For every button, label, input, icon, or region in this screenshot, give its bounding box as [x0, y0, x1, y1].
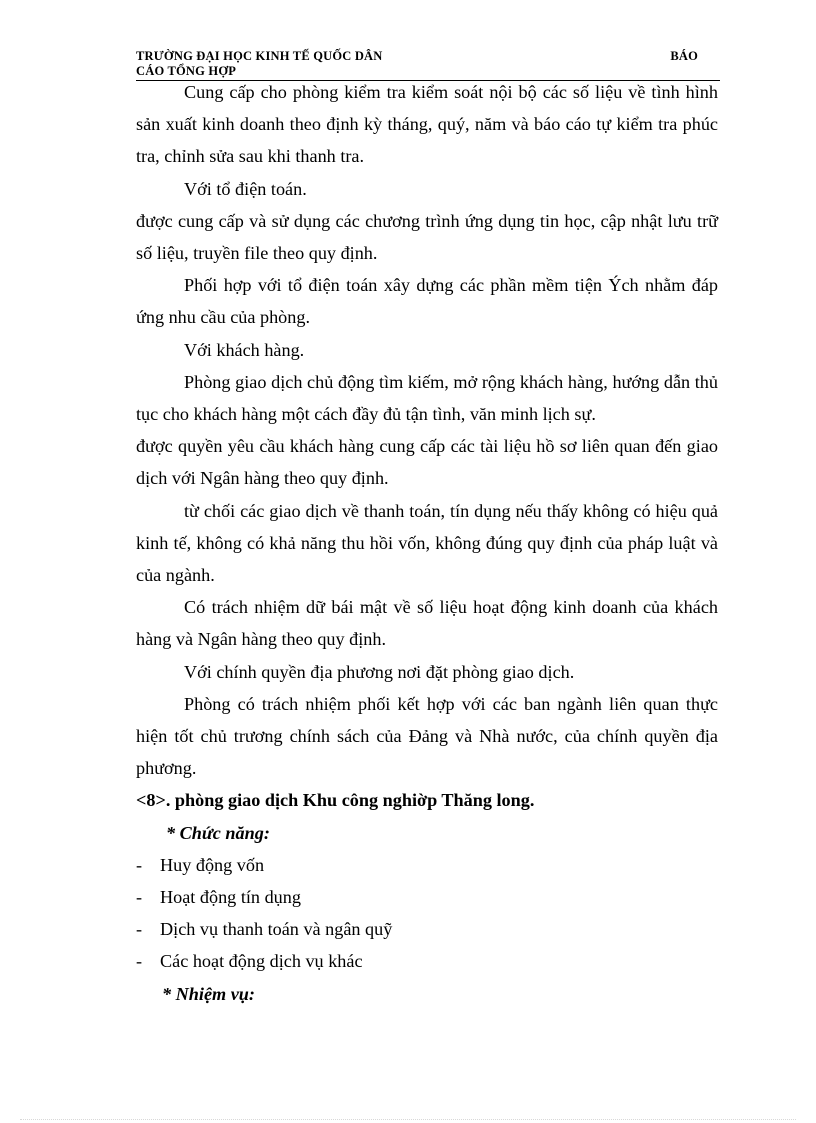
list-item-text: Hoạt động tín dụng: [160, 887, 301, 908]
list-item: [136, 881, 718, 913]
list-item-text: Các hoạt động dịch vụ khác: [160, 951, 363, 972]
paragraph: Với chính quyền địa phương nơi đặt phòng giao dịch.: [184, 661, 575, 682]
header-university: TRƯỜNG ĐẠI HỌC KINH TẾ QUỐC DÂN: [136, 49, 383, 63]
list-item: [136, 945, 718, 977]
duties-heading: * Nhiệm vụ:: [162, 983, 255, 1004]
list-item: [136, 849, 718, 881]
paragraph: Với tổ điện toán.: [184, 178, 307, 199]
section-heading: <8>. phòng giao dịch Khu công nghiờp Thăng long.: [136, 790, 535, 811]
list-item-text: Dịch vụ thanh toán và ngân quỹ: [160, 919, 393, 940]
paragraph: từ chối các giao dịch về thanh toán, tín dụng nếu thấy không có hiệu quả kinh tế, không có khả năng thu hồi vốn, không đúng quy định của pháp luật và của ngành.: [136, 500, 718, 586]
paragraph: Với khách hàng.: [184, 339, 305, 360]
paragraph: Phối hợp với tổ điện toán xây dựng các phần mềm tiện Ých nhằm đáp ứng nhu cầu của phòng.: [136, 275, 718, 328]
paragraph: được cung cấp và sử dụng các chương trình ứng dụng tin học, cập nhật lưu trữ số liệu, truyền file theo quy định.: [136, 210, 718, 264]
bullet-dash: -: [136, 919, 143, 940]
paragraph: Cung cấp cho phòng kiểm tra kiểm soát nội bộ các số liệu về tình hình sản xuất kinh doanh theo định kỳ tháng, quý, năm và báo cáo tự kiểm tra phúc tra, chỉnh sửa sau khi thanh tra.: [136, 82, 718, 167]
bullet-dash: -: [136, 951, 143, 972]
header-line-2: CÁO TỔNG HỢP: [136, 64, 237, 78]
paragraph: Phòng có trách nhiệm phối kết hợp với các ban ngành liên quan thực hiện tốt chủ trương chính sách của Đảng và Nhà nước, của chính quyền địa phương.: [136, 693, 718, 779]
paragraph: Phòng giao dịch chủ động tìm kiếm, mở rộng khách hàng, hướng dẫn thủ tục cho khách hàng một cách đầy đủ tận tình, văn minh lịch sự.: [136, 371, 718, 425]
bullet-dash: -: [136, 887, 143, 908]
page-bottom-edge: [20, 1119, 796, 1120]
list-item: [136, 913, 718, 945]
page-header: [136, 49, 720, 79]
paragraph: được quyền yêu cầu khách hàng cung cấp các tài liệu hồ sơ liên quan đến giao dịch với Ngân hàng theo quy định.: [136, 436, 718, 489]
functions-heading: * Chức năng:: [166, 822, 270, 843]
list-item-text: Huy động vốn: [160, 854, 265, 875]
document-body: [136, 76, 718, 1010]
paragraph: Có trách nhiệm dữ bái mật về số liệu hoạt động kinh doanh của khách hàng và Ngân hàng theo quy định.: [136, 597, 718, 650]
header-line-1: [136, 49, 720, 64]
header-report-label: BÁO: [670, 49, 698, 63]
bullet-dash: -: [136, 854, 143, 875]
